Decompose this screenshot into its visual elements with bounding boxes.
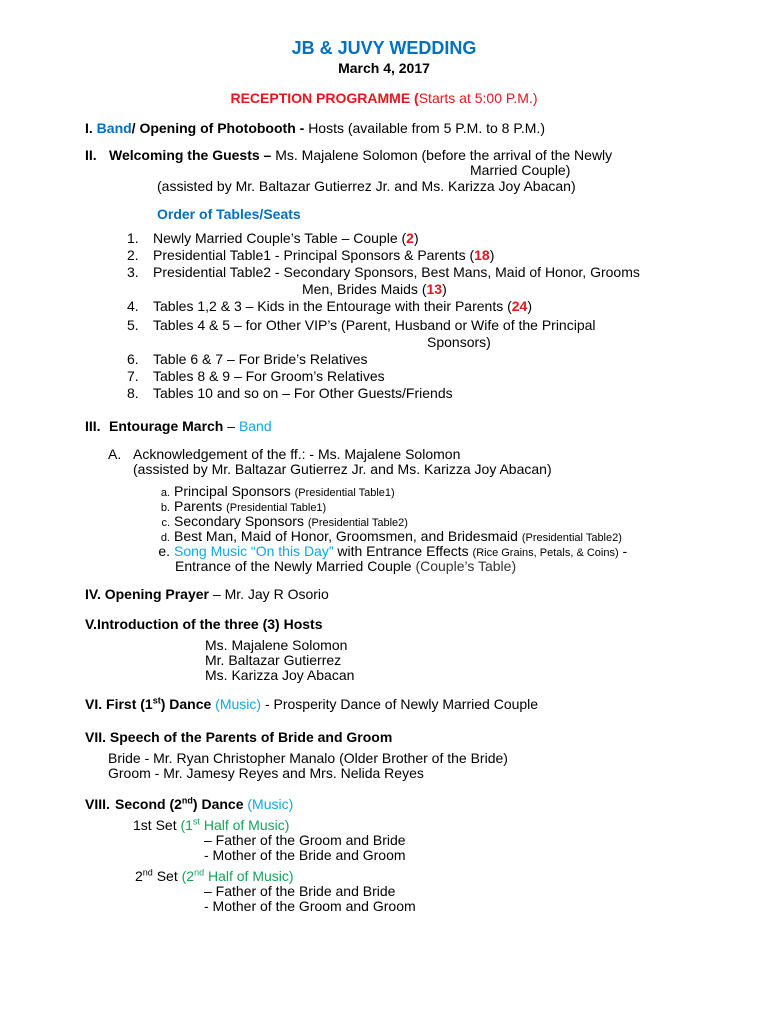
host-2: Mr. Baltazar Gutierrez: [205, 652, 342, 668]
item-letter: b.: [160, 502, 170, 514]
table-item-7: [127, 368, 385, 384]
ack-text: Acknowledgement of the ff.: - Ms. Majalene Solomon: [133, 446, 461, 462]
item-text: Other VIP’s: [265, 317, 338, 333]
set-1-label: [133, 817, 289, 833]
item-text: – For Groom’s Relatives: [233, 368, 385, 384]
item-text: Table 6 & 7: [153, 351, 227, 367]
item-text: Newly Married Couple’s Table: [153, 230, 338, 246]
section-1-numeral: I.: [85, 120, 93, 136]
section-6-title: First (1: [106, 696, 153, 712]
section-3-band: Band: [238, 418, 272, 434]
section-8-title: ) Dance: [192, 796, 244, 812]
item-letter: c.: [161, 517, 170, 529]
item-text: ): [489, 247, 495, 263]
item-text: Tables 10 and so on – For Other Guests/Friends: [153, 385, 453, 401]
section-5-title: Introduction of the three (3) Hosts: [96, 616, 323, 632]
item-note: (Presidential Table2): [521, 532, 622, 544]
item-note: (Couple’s Table): [415, 558, 517, 574]
item-note: (Presidential Table2): [307, 517, 408, 529]
set-music: Half of Music): [204, 868, 294, 884]
section-1: [85, 120, 545, 136]
table-item-5-cont: Sponsors): [427, 334, 491, 350]
host-1: Ms. Majalene Solomon: [205, 637, 348, 653]
item-number: 7.: [127, 368, 139, 384]
ack-letter: A.: [108, 446, 122, 462]
item-text: ): [413, 230, 419, 246]
section-7-title: Speech of the Parents of Bride and Groom: [109, 729, 393, 745]
set-music: (2: [181, 868, 195, 884]
section-5-numeral: V.: [85, 616, 97, 632]
guest-count: 24: [511, 298, 528, 314]
section-6-numeral: VI.: [85, 696, 103, 712]
section-8-title: Second (2: [115, 796, 182, 812]
item-text: Tables 1,2 & 3 – Kids in the Entourage with their Parents (: [153, 298, 512, 314]
item-number: 5.: [127, 317, 139, 333]
programme-label: RECEPTION PROGRAMME (: [230, 90, 419, 106]
section-3-dash: –: [223, 418, 239, 434]
guest-count: 2: [406, 230, 414, 246]
item-note: (Rice Grains, Petals, & Coins): [472, 547, 619, 559]
section-2-detail: Ms. Majalene Solomon (before the arrival of the Newly: [275, 147, 613, 163]
section-7: [85, 729, 392, 745]
item-text: – For Bride’s Relatives: [226, 351, 368, 367]
item-text: ): [442, 281, 447, 297]
item-text: -: [618, 543, 628, 559]
item-text: with Entrance Effects: [333, 543, 473, 559]
table-item-6: [127, 351, 368, 367]
table-item-5: [127, 317, 596, 333]
section-5: [85, 616, 323, 632]
event-date: March 4, 2017: [338, 60, 430, 76]
table-item-4: [127, 298, 532, 314]
item-number: 6.: [127, 351, 139, 367]
item-text: Secondary Sponsors: [174, 513, 308, 529]
speech-bride: Bride - Mr. Ryan Christopher Manalo (Older Brother of the Bride): [108, 750, 508, 766]
item-note: (Presidential Table1): [226, 502, 327, 514]
item-text: Presidential Table2 - Secondary Sponsors, Best Mans, Maid of Honor, Grooms: [153, 264, 640, 280]
item-text: Tables 8 & 9: [153, 368, 234, 384]
section-4: [85, 586, 329, 602]
section-2-numeral: II.: [85, 147, 97, 163]
table-item-3: [127, 264, 640, 280]
item-number: 3.: [127, 264, 139, 280]
item-text: ): [527, 298, 533, 314]
document-title: JB & JUVY WEDDING: [291, 38, 477, 58]
item-text: (Parent, Husband or Wife of the Principal: [337, 317, 596, 333]
ack-assisted: (assisted by Mr. Baltazar Gutierrez Jr. and Ms. Karizza Joy Abacan): [133, 461, 552, 477]
section-8-numeral: VIII.: [85, 796, 110, 812]
guest-count: 13: [426, 281, 443, 297]
item-text: Parents: [174, 498, 227, 514]
set-1-line-2: - Mother of the Bride and Groom: [204, 847, 406, 863]
set-2-label: [135, 868, 294, 884]
acknowledgement: [108, 446, 460, 462]
section-6-title: ) Dance: [160, 696, 212, 712]
set-music: (1: [180, 817, 193, 833]
set-label: 1st Set: [133, 817, 181, 833]
table-item-8: [127, 385, 453, 401]
ordinal-suffix: st: [152, 695, 161, 706]
section-6: [85, 696, 538, 712]
programme-time: Starts at 5:00 P.M.): [418, 90, 538, 106]
set-music: Half of Music): [199, 817, 290, 833]
section-2-detail-cont: Married Couple): [470, 162, 571, 178]
programme-heading: [0, 90, 768, 106]
ordinal-suffix: nd: [142, 867, 153, 878]
item-note: (Presidential Table1): [294, 487, 395, 499]
item-letter: a.: [160, 487, 170, 499]
guest-count: 18: [474, 247, 490, 263]
set-label: Set: [152, 868, 182, 884]
section-4-title: Opening Prayer: [104, 586, 209, 602]
item-letter: e.: [158, 543, 170, 559]
section-8: [85, 796, 293, 812]
set-2-line-2: - Mother of the Groom and Groom: [204, 898, 416, 914]
section-3-title: Entourage March: [109, 418, 224, 434]
table-item-3-cont: [302, 281, 447, 297]
host-3: Ms. Karizza Joy Abacan: [205, 667, 355, 683]
item-text: Entrance of the Newly Married Couple: [175, 558, 416, 574]
section-1-band: Band: [96, 120, 132, 136]
section-1-title: / Opening of Photobooth -: [131, 120, 305, 136]
speech-groom: Groom - Mr. Jamesy Reyes and Mrs. Nelida Reyes: [108, 765, 424, 781]
section-7-numeral: VII.: [85, 729, 107, 745]
section-3-numeral: III.: [85, 418, 101, 434]
section-2-title: Welcoming the Guests –: [109, 147, 272, 163]
ordinal-suffix: nd: [194, 867, 205, 878]
item-text: Principal Sponsors: [174, 483, 295, 499]
section-4-detail: – Mr. Jay R Osorio: [209, 586, 329, 602]
item-number: 4.: [127, 298, 139, 314]
section-8-music: (Music): [243, 796, 294, 812]
table-item-1: [127, 230, 419, 246]
item-letter: d.: [160, 532, 170, 544]
item-number: 8.: [127, 385, 139, 401]
item-number: 2.: [127, 247, 139, 263]
item-text: – Couple (: [337, 230, 407, 246]
table-item-2: [127, 247, 494, 263]
ordinal-suffix: st: [192, 816, 200, 827]
section-4-numeral: IV.: [85, 586, 101, 602]
set-1-line-1: – Father of the Groom and Bride: [204, 832, 406, 848]
set-label: 2: [135, 868, 143, 884]
section-6-detail: - Prosperity Dance of Newly Married Couple: [261, 696, 539, 712]
item-text: Presidential Table1 - Principal Sponsors & Parents (: [153, 247, 475, 263]
item-text: Men, Brides Maids (: [302, 281, 427, 297]
section-6-music: (Music): [211, 696, 262, 712]
tables-heading: Order of Tables/Seats: [157, 206, 301, 222]
song-title: Song Music “On this Day”: [174, 543, 334, 559]
section-3: [85, 418, 272, 434]
ordinal-suffix: nd: [181, 795, 193, 806]
item-text: Tables 4 & 5 – for: [153, 317, 266, 333]
ack-item-e-cont: [175, 558, 516, 574]
section-2-assisted: (assisted by Mr. Baltazar Gutierrez Jr. and Ms. Karizza Joy Abacan): [157, 178, 576, 194]
item-number: 1.: [127, 230, 139, 246]
item-text: Best Man, Maid of Honor, Groomsmen, and Bridesmaid: [174, 528, 522, 544]
set-2-line-1: – Father of the Bride and Bride: [204, 883, 396, 899]
section-2: [85, 147, 612, 163]
section-1-detail: Hosts (available from 5 P.M. to 8 P.M.): [308, 120, 545, 136]
